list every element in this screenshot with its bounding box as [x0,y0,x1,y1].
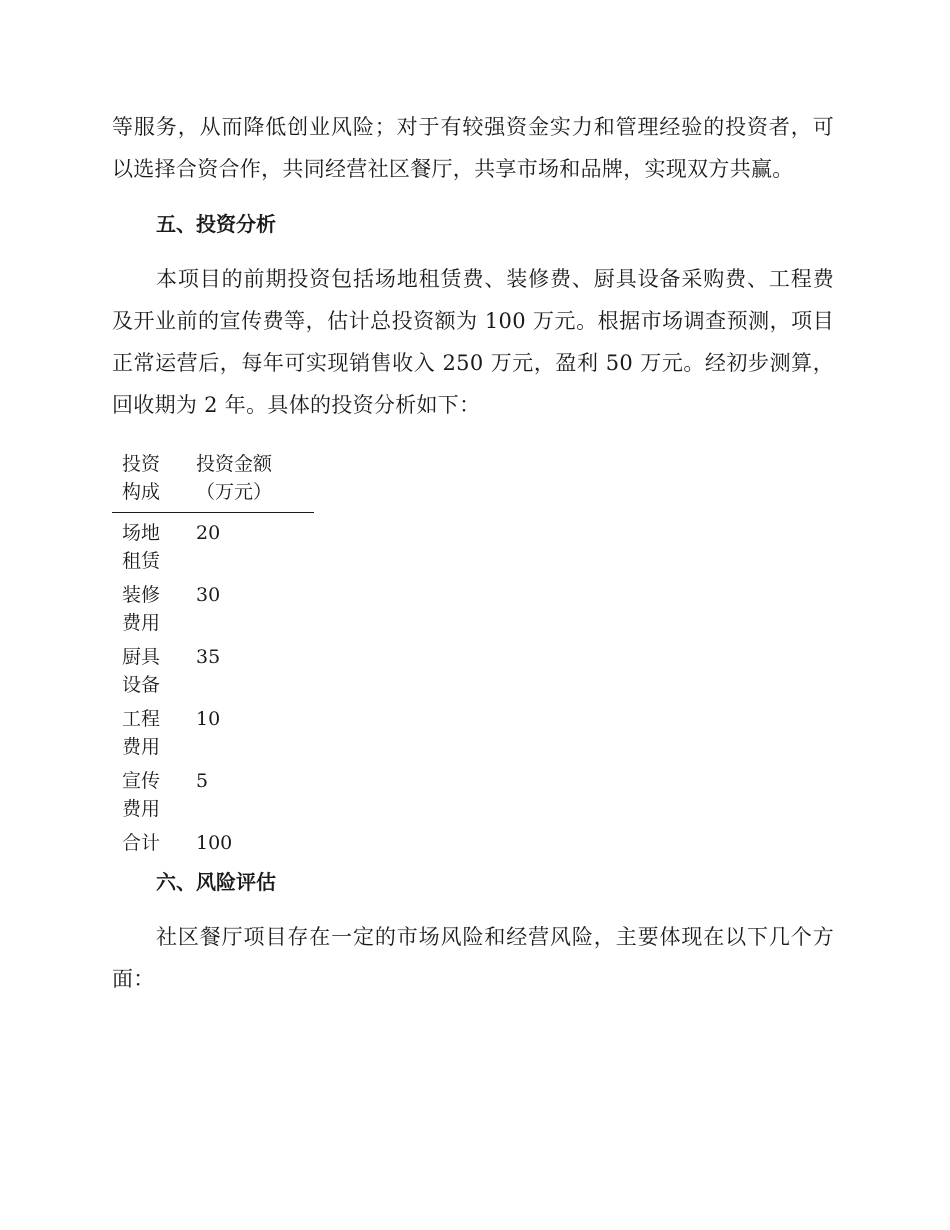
paragraph-investment-summary: 本项目的前期投资包括场地租赁费、装修费、厨具设备采购费、工程费及开业前的宣传费等，估计总投资额为 100 万元。根据市场调查预测，项目正常运营后，每年可实现销售收入 250 万元，盈利 50 万元。经初步测算，回收期为 2 年。具体的投资分析如下： [112,267,834,417]
cell-amount: 100 [196,832,233,854]
heading-risk-assessment: 六、风险评估 [156,870,276,894]
table-row [112,699,314,761]
table-row [112,761,314,823]
cell-item: 厨具设备 [122,646,161,696]
cell-amount: 20 [196,522,221,544]
cell-item: 场地租赁 [122,522,161,572]
table-row [112,637,314,699]
paragraph-partnership: 等服务，从而降低创业风险；对于有较强资金实力和管理经验的投资者，可以选择合资合作，共同经营社区餐厅，共享市场和品牌，实现双方共赢。 [112,115,834,181]
cell-amount: 30 [196,584,221,606]
table-header-row [112,450,314,513]
table-row [112,575,314,637]
heading-investment-analysis: 五、投资分析 [156,212,276,236]
cell-amount: 10 [196,708,221,730]
table-row [112,823,314,857]
table-row [112,513,314,576]
header-investment-composition: 投资构成 [122,453,161,503]
cell-amount: 35 [196,646,221,668]
cell-item: 宣传费用 [122,770,161,820]
paragraph-risk-intro: 社区餐厅项目存在一定的市场风险和经营风险，主要体现在以下几个方面： [112,925,834,991]
cell-amount: 5 [196,770,209,792]
header-investment-amount: 投资金额（万元） [196,453,273,503]
cell-item: 合计 [122,832,161,854]
investment-table [112,450,314,857]
cell-item: 装修费用 [122,584,161,634]
cell-item: 工程费用 [122,708,161,758]
